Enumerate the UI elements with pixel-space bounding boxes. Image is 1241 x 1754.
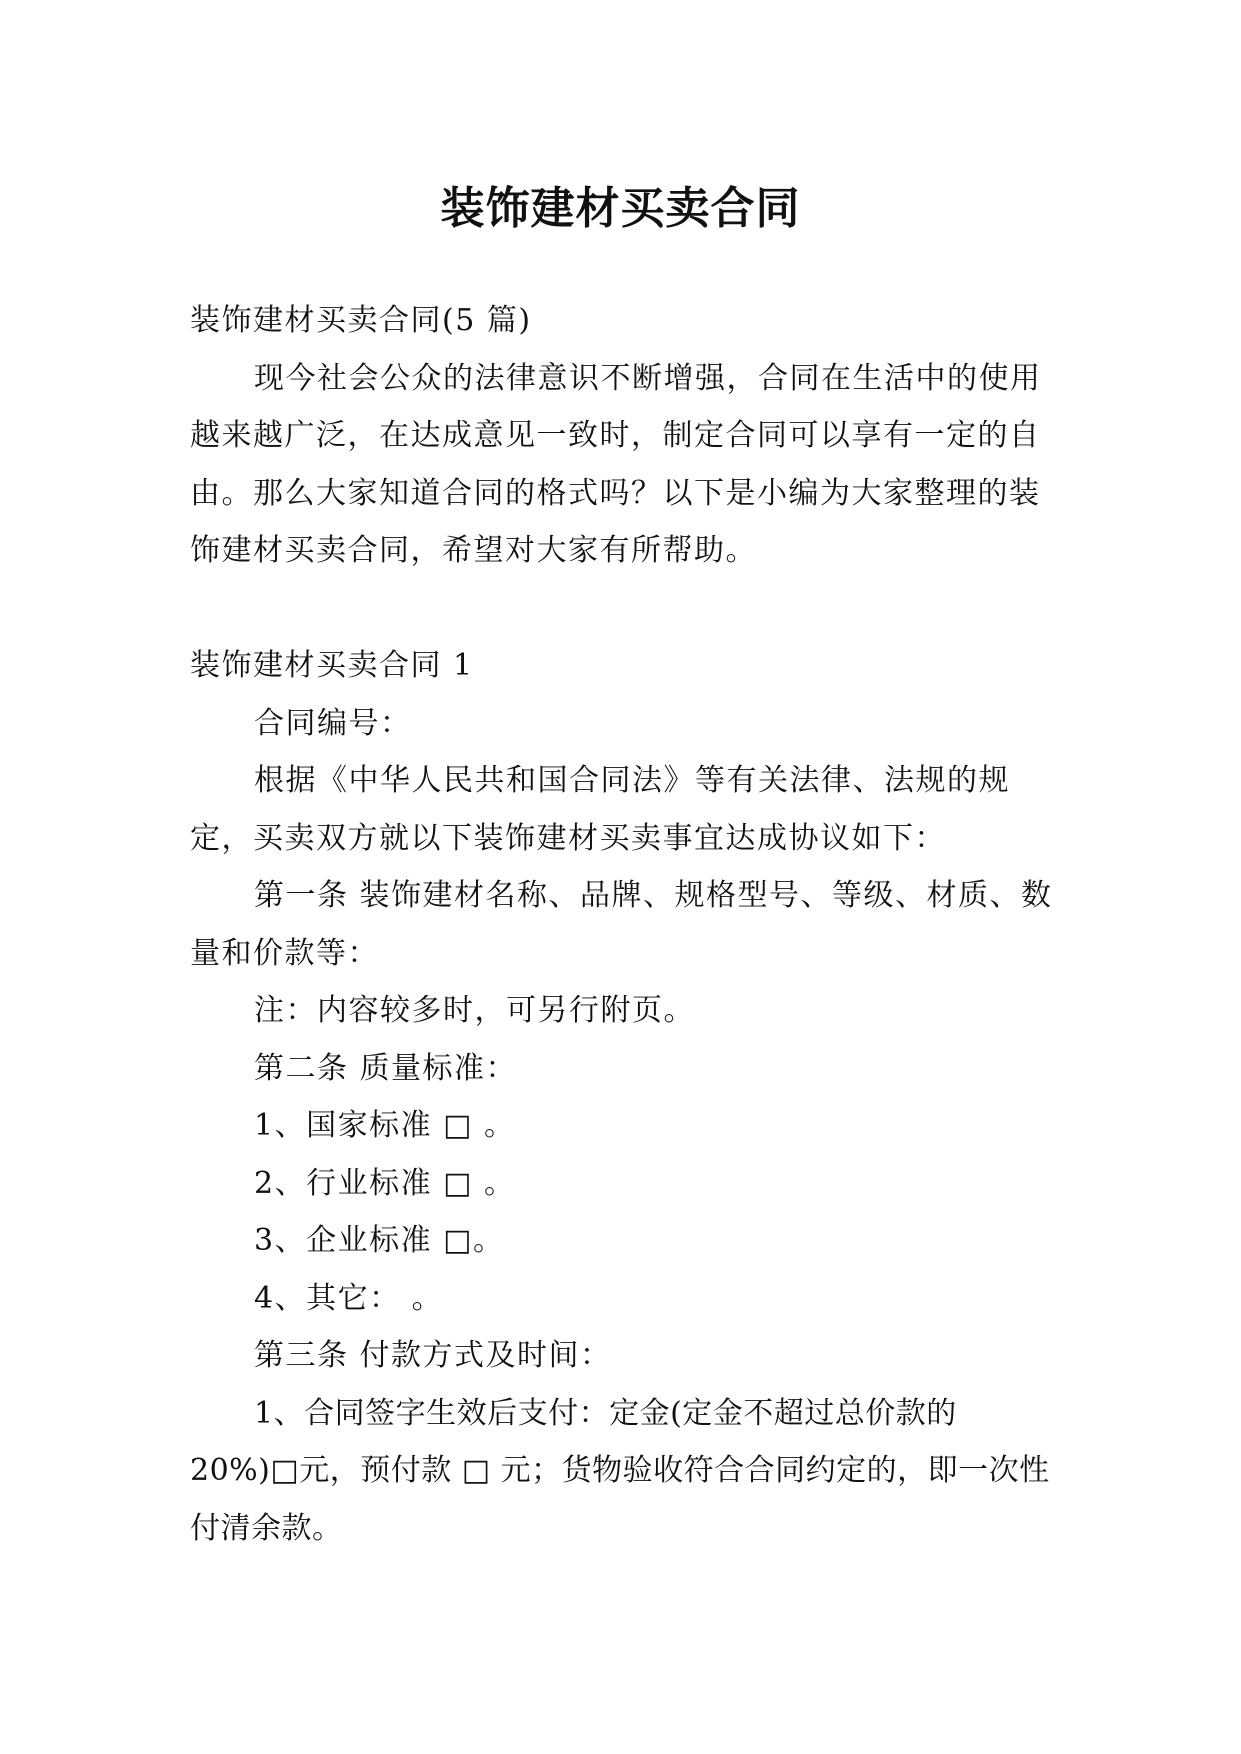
article-three: 第三条 付款方式及时间： (254, 1338, 612, 1373)
payment-clause-one: 1、合同签字生效后支付：定金(定金不超过总价款的20%)□元，预付款 □ 元；货物验收符合合同约定的，即一次性付清余款。 (190, 1395, 1050, 1546)
standard-item-national: 1、国家标准 □ 。 (254, 1108, 516, 1143)
intro-paragraph: 现今社会公众的法律意识不断增强，合同在生活中的使用越来越广泛，在达成意见一致时，制定合同可以享有一定的自由。那么大家知道合同的格式吗？以下是小编为大家整理的装饰建材买卖合同，希望对大家有所帮助。 (190, 360, 1042, 568)
standard-item-other: 4、其它： 。 (254, 1280, 444, 1316)
standard-item-enterprise: 3、企业标准 □。 (254, 1223, 505, 1258)
section-heading: 装饰建材买卖合同 1 (190, 648, 474, 683)
preamble-paragraph: 根据《中华人民共和国合同法》等有关法律、法规的规定，买卖双方就以下装饰建材买卖事宜达成协议如下： (190, 763, 1010, 856)
paragraph-gap (190, 580, 1065, 638)
article-one: 第一条 装饰建材名称、品牌、规格型号、等级、材质、数量和价款等： (190, 878, 1053, 971)
document-body (190, 292, 1065, 1557)
standard-item-industry: 2、行业标准 □ 。 (254, 1165, 516, 1201)
article-note: 注：内容较多时，可另行附页。 (254, 993, 695, 1028)
contract-number-label: 合同编号： (254, 705, 412, 741)
article-two: 第二条 质量标准： (254, 1050, 518, 1086)
document-title: 装饰建材买卖合同 (440, 183, 801, 235)
document-subtitle: 装饰建材买卖合同(5 篇) (190, 303, 532, 338)
